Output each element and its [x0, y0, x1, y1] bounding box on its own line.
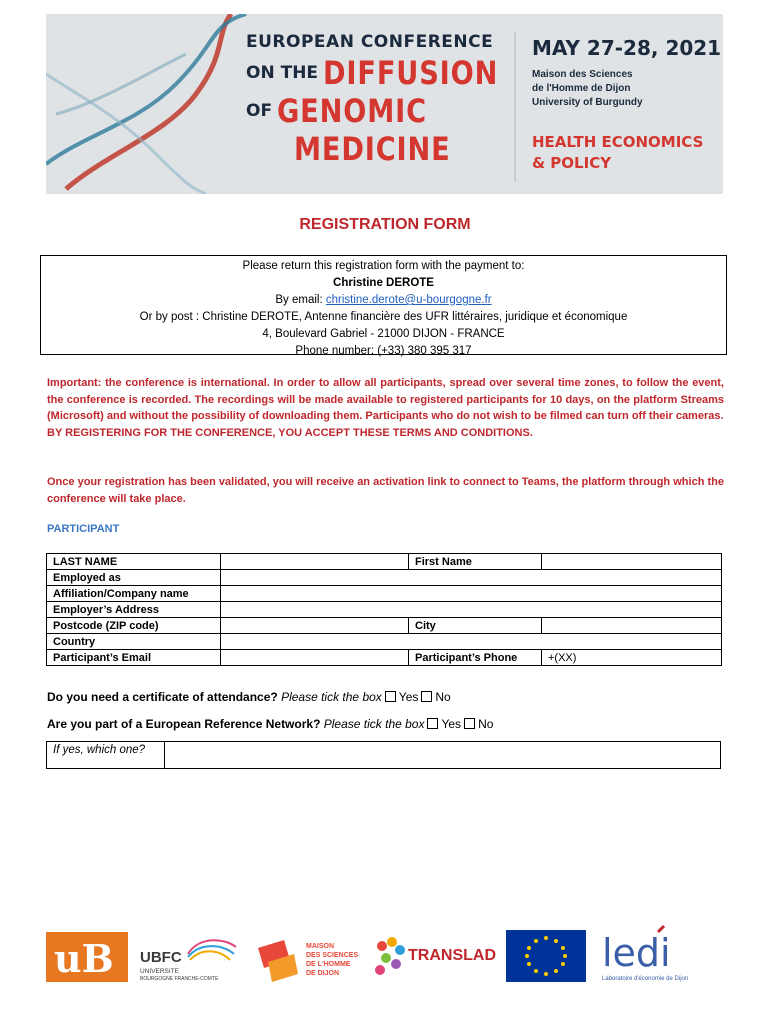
certificate-no-checkbox[interactable]	[421, 691, 432, 702]
ledi-text: ledi	[602, 931, 671, 975]
ledi-logo	[598, 924, 728, 986]
contact-email-link[interactable]: christine.derote@u-bourgogne.fr	[325, 294, 492, 306]
translad-logo	[372, 932, 496, 986]
last-name-field[interactable]	[221, 554, 409, 570]
table-row	[47, 554, 722, 570]
banner-line2-small: ON THE	[246, 63, 319, 83]
ub-logo	[46, 932, 128, 982]
important-text: Important: the conference is international. In order to allow all participants, spread over several time zones, to follow the event, the conference is recorded. The recordings will be made available to registered participants for 10 days, on the platform Streams (Microsoft) and without the possibility of downloading them. Participants who do not wish to be filmed can turn off their cameras.	[47, 377, 724, 422]
banner-title	[246, 32, 546, 168]
ern-question-text: Are you part of a European Reference Network?	[47, 717, 321, 731]
eu-flag-logo	[506, 930, 586, 982]
banner-info	[532, 36, 722, 174]
validation-notice: Once your registration has been validated, you will receive an activation link to connect to Teams, the platform through which the conference will take place.	[47, 476, 724, 505]
phone-label: Participant’s Phone	[409, 650, 542, 666]
contact-post: Or by post : Christine DEROTE, Antenne financière des UFR littéraires, juridique et économique	[139, 311, 628, 323]
ubfc-logo-text: UBFC	[140, 949, 182, 966]
certificate-yes-checkbox[interactable]	[385, 691, 396, 702]
participant-table	[46, 553, 722, 666]
table-row	[47, 650, 722, 666]
first-name-label: First Name	[409, 554, 542, 570]
employer-address-label: Employer’s Address	[47, 602, 221, 618]
ern-which-field[interactable]	[165, 742, 720, 768]
contact-box	[40, 255, 727, 355]
terms-text: BY REGISTERING FOR THE CONFERENCE, YOU ACCEPT THESE TERMS AND CONDITIONS.	[47, 426, 533, 439]
table-row	[47, 602, 722, 618]
certificate-yes-label: Yes	[398, 690, 419, 704]
employed-label: Employed as	[47, 570, 221, 586]
banner-line2-big: DIFFUSION	[322, 54, 498, 92]
country-field[interactable]	[221, 634, 722, 650]
msh-line1: MAISON	[306, 943, 334, 950]
contact-intro: Please return this registration form with the payment to:	[242, 260, 525, 272]
employer-address-field[interactable]	[221, 602, 722, 618]
employed-field[interactable]	[221, 570, 722, 586]
ern-yes-checkbox[interactable]	[427, 718, 438, 729]
certificate-question	[47, 690, 451, 704]
banner-line1: EUROPEAN CONFERENCE	[246, 32, 494, 52]
contact-address: 4, Boulevard Gabriel - 21000 DIJON - FRANCE	[262, 328, 505, 340]
table-row	[47, 586, 722, 602]
msh-logo	[254, 938, 364, 984]
certificate-hint: Please tick the box	[281, 690, 382, 704]
table-row	[47, 618, 722, 634]
banner-line3-big: GENOMIC	[276, 92, 427, 130]
msh-line3: DE L'HOMME	[306, 961, 351, 968]
phone-field[interactable]: +(XX)	[542, 650, 722, 666]
page-title: REGISTRATION FORM	[299, 216, 471, 233]
city-field[interactable]	[542, 618, 722, 634]
contact-email-line	[41, 292, 726, 309]
msh-line2: DES SCIENCES	[306, 952, 359, 959]
partner-logos	[40, 924, 730, 994]
ern-no-checkbox[interactable]	[464, 718, 475, 729]
ern-question	[47, 717, 493, 731]
email-field[interactable]	[221, 650, 409, 666]
first-name-field[interactable]	[542, 554, 722, 570]
banner-venue-3: University of Burgundy	[532, 97, 643, 108]
contact-phone: Phone number: (+33) 380 395 317	[295, 345, 472, 357]
table-row	[47, 570, 722, 586]
last-name-label: LAST NAME	[47, 554, 221, 570]
conference-banner	[46, 14, 723, 194]
ern-hint: Please tick the box	[323, 717, 425, 731]
certificate-no-label: No	[435, 690, 451, 704]
translad-text: TRANSLAD	[408, 947, 496, 964]
ern-yes-label: Yes	[441, 717, 462, 731]
ern-no-label: No	[478, 717, 494, 731]
banner-line3-small: OF	[246, 101, 273, 121]
section-heading: PARTICIPANT	[47, 523, 120, 535]
banner-topic-2: & POLICY	[532, 154, 612, 172]
banner-line4: MEDICINE	[294, 130, 451, 168]
important-notice	[47, 375, 724, 441]
ubfc-logo	[138, 932, 238, 984]
banner-topic-1: HEALTH ECONOMICS	[532, 133, 704, 151]
banner-divider	[514, 32, 516, 182]
ern-which-label: If yes, which one?	[47, 742, 165, 768]
banner-venue-2: de l'Homme de Dijon	[532, 83, 631, 94]
ubfc-sub2: BOURGOGNE FRANCHE-COMTE	[140, 976, 219, 982]
affiliation-field[interactable]	[221, 586, 722, 602]
country-label: Country	[47, 634, 221, 650]
contact-email-prefix: By email:	[275, 294, 326, 306]
banner-date: MAY 27-28, 2021	[532, 36, 722, 60]
certificate-question-text: Do you need a certificate of attendance?	[47, 690, 278, 704]
postcode-field[interactable]	[221, 618, 409, 634]
banner-venue-1: Maison des Sciences	[532, 69, 633, 80]
ubfc-sub1: UNIVERSITE	[140, 968, 180, 975]
email-label: Participant’s Email	[47, 650, 221, 666]
ledi-sub: Laboratoire d'économie de Dijon	[602, 976, 689, 982]
contact-name: Christine DEROTE	[333, 277, 434, 289]
city-label: City	[409, 618, 542, 634]
ern-which-box	[46, 741, 721, 769]
affiliation-label: Affiliation/Company name	[47, 586, 221, 602]
msh-line4: DE DIJON	[306, 970, 340, 977]
postcode-label: Postcode (ZIP code)	[47, 618, 221, 634]
ub-logo-text: uB	[54, 936, 114, 981]
table-row	[47, 634, 722, 650]
